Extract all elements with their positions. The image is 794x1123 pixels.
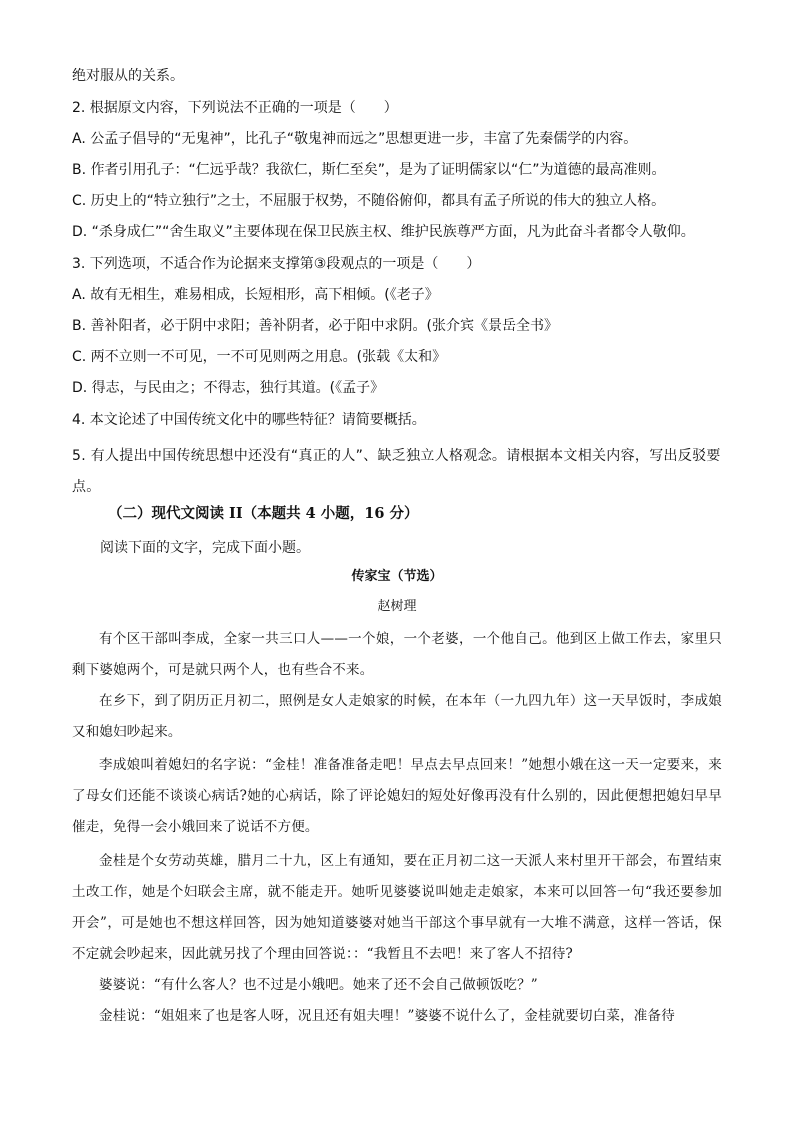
story-paragraph-3: 李成娘叫着媳妇的名字说：“金桂！准备准备走吧！早点去早点回来！”她想小娥在这一天一定要来，来了母女们还能不谈谈心病话?她的心病话，除了评论媳妇的短处好像再没有什么别的，因此便想把媳妇早早催走，免得一会小娥回来了说话不方便。 [72, 757, 722, 835]
section-instruction: 阅读下面的文字，完成下面小题。 [100, 540, 310, 556]
question-4-stem: 4. 本文论述了中国传统文化中的哪些特征？请简要概括。 [72, 412, 426, 428]
section-heading: （二）现代文阅读 II（本题共 4 小题，16 分） [108, 505, 419, 522]
story-paragraph-5: 婆婆说：“有什么客人？也不过是小娥吧。她来了还不会自己做顿饭吃？” [99, 977, 538, 993]
question-3-option-a: A. 故有无相生，难易相成，长短相形，高下相倾。(《老子》 [72, 287, 439, 303]
question-3-option-c: C. 两不立则一不可见，一不可见则两之用息。(张载《太和》 [72, 349, 447, 365]
question-2-stem: 2. 根据原文内容，下列说法不正确的一项是（ ） [72, 100, 398, 116]
question-3-option-d: D. 得志，与民由之；不得志，独行其道。(《孟子》 [72, 380, 385, 396]
story-paragraph-4: 金桂是个女劳动英雄，腊月二十九，区上有通知，要在正月初二这一天派人来村里开干部会，布置结束土改工作，她是个妇联会主席，就不能走开。她听见婆婆说叫她走走娘家，本来可以回答一句“我还要参加开会”，可是她也不想这样回答，因为她知道婆婆对她当干部这个事早就有一大堆不满意，这样一答话，保不定就会吵起来，因此就另找了个理由回答说：：“我暂且不去吧！来了客人不招待? [72, 853, 722, 962]
continuation-line: 绝对服从的关系。 [72, 68, 184, 84]
question-3-stem: 3. 下列选项，不适合作为论据来支撑第③段观点的一项是（ ） [72, 256, 481, 272]
question-2-option-b: B. 作者引用孔子：“仁远乎哉？我欲仁，斯仁至矣”，是为了证明儒家以“仁”为道德的最高准则。 [72, 162, 666, 178]
story-paragraph-1: 有个区干部叫李成，全家一共三口人——一个娘，一个老婆，一个他自己。他到区上做工作去，家里只剩下婆媳两个，可是就只两个人，也有些合不来。 [72, 631, 722, 678]
question-2-option-c: C. 历史上的“特立独行”之士，不屈服于权势，不随俗俯仰，都具有孟子所说的伟大的独立人格。 [72, 193, 666, 209]
story-author: 赵树理 [377, 599, 417, 614]
question-5-stem: 5. 有人提出中国传统思想中还没有“真正的人”、缺乏独立人格观念。请根据本文相关内容，写出反驳要点。 [72, 448, 721, 495]
story-paragraph-2: 在乡下，到了阴历正月初二，照例是女人走娘家的时候，在本年（一九四九年）这一天早饭时，李成娘又和媳妇吵起来。 [72, 693, 722, 740]
question-3-option-b: B. 善补阳者，必于阴中求阳；善补阴者，必于阳中求阴。(张介宾《景岳全书》 [72, 318, 558, 334]
story-title: 传家宝（节选） [351, 569, 443, 584]
question-2-option-a: A. 公孟子倡导的“无鬼神”，比孔子“敬鬼神而远之”思想更进一步，丰富了先秦儒学的内容。 [72, 131, 638, 147]
question-2-option-d: D. “杀身成仁”“舍生取义”主要体现在保卫民族主权、维护民族尊严方面，凡为此奋斗者都令人敬仰。 [72, 224, 695, 240]
story-paragraph-6: 金桂说：“姐姐来了也是客人呀，况且还有姐夫哩！”婆婆不说什么了，金桂就要切白菜，准备待 [99, 1008, 675, 1024]
